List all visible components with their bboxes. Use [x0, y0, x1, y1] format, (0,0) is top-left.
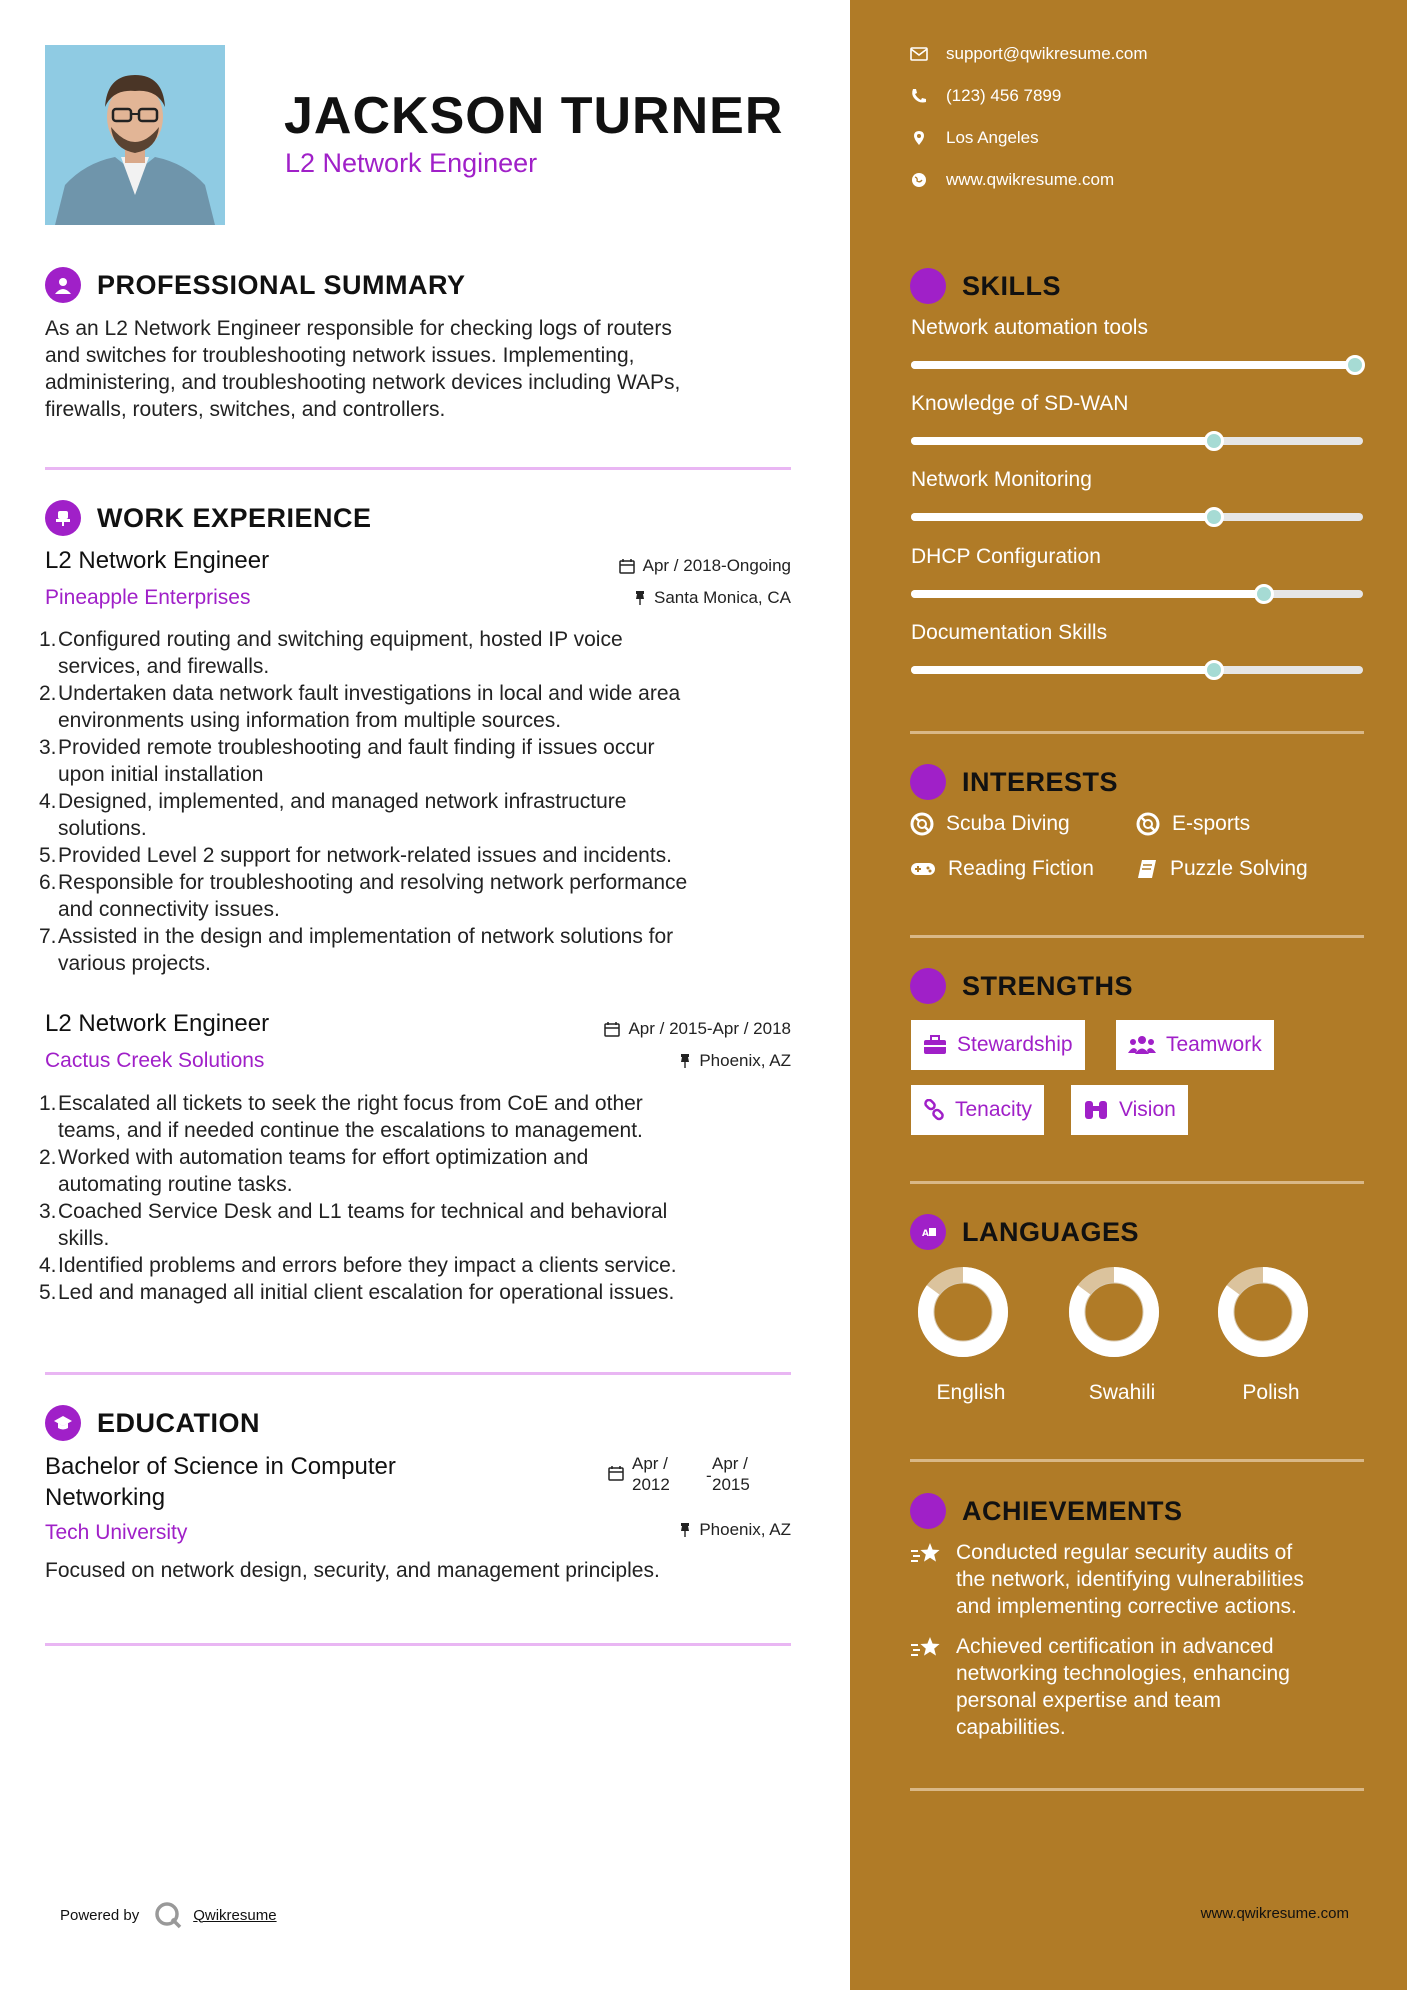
section-divider	[45, 467, 791, 470]
pin-icon	[679, 1053, 691, 1069]
skill-bar-fill	[911, 590, 1264, 598]
job-dates-text: Apr / 2015-Apr / 2018	[628, 1019, 791, 1038]
strengths-title: STRENGTHS	[962, 970, 1134, 1001]
interests-heading	[910, 764, 1118, 800]
powered-by	[60, 1900, 277, 1930]
summary-text	[45, 315, 805, 423]
summary-title: PROFESSIONAL SUMMARY	[97, 269, 466, 300]
skill-bar-knob	[1254, 584, 1274, 604]
interest-item	[910, 812, 1070, 836]
languages-heading	[910, 1214, 1139, 1250]
strength-label: Tenacity	[955, 1098, 1033, 1121]
contact-phone	[910, 86, 1061, 106]
profile-photo	[45, 45, 225, 225]
list-item: 2. Worked with automation teams for effort optimization and automating routine tasks.	[39, 1146, 589, 1196]
strength-label: Teamwork	[1166, 1033, 1262, 1056]
skill-bar	[911, 513, 1363, 521]
education-location	[679, 1520, 791, 1540]
user-icon	[45, 267, 81, 303]
job-location	[634, 588, 791, 608]
phone-icon	[910, 88, 928, 104]
interest-item	[1136, 812, 1250, 836]
summary-line: firewalls, routers, switches, and controllers.	[45, 398, 446, 421]
experience-title: WORK EXPERIENCE	[97, 502, 372, 533]
skill-bar	[911, 437, 1363, 445]
skill-bar	[911, 666, 1363, 674]
paper-plane-icon	[910, 764, 946, 800]
education-description: Focused on network design, security, and management principles.	[45, 1559, 660, 1582]
skill-label: Network automation tools	[911, 316, 1148, 339]
degree-line: Networking	[45, 1484, 166, 1511]
contact-location-text: Los Angeles	[946, 128, 1039, 147]
job-company: Cactus Creek Solutions	[45, 1049, 265, 1072]
list-item: 1. Escalated all tickets to seek the right focus from CoE and other teams, and if needed continue the escalations to management.	[39, 1092, 643, 1142]
skill-bar-knob	[1204, 431, 1224, 451]
strength-label: Stewardship	[957, 1033, 1073, 1056]
candidate-role: L2 Network Engineer	[285, 148, 538, 178]
contact-website-text[interactable]: www.qwikresume.com	[946, 170, 1115, 189]
qwikresume-logo-icon	[153, 1900, 183, 1930]
candidate-name: JACKSON TURNER	[284, 87, 784, 145]
language-ring	[917, 1266, 1009, 1358]
job-location-text: Phoenix, AZ	[699, 1051, 791, 1070]
language-label: Polish	[1242, 1381, 1300, 1404]
strength-label: Vision	[1119, 1098, 1176, 1121]
list-item: 6. Responsible for troubleshooting and resolving network performance and connectivity issues.	[39, 871, 688, 921]
interest-label: Puzzle Solving	[1170, 857, 1308, 880]
binoculars-icon	[1083, 1099, 1109, 1121]
envelope-icon	[910, 47, 928, 61]
education-start: Apr / 2012	[632, 1454, 670, 1494]
degree-title	[45, 1451, 396, 1513]
language-ring-inner-edge	[1234, 1283, 1292, 1341]
contact-email	[910, 44, 1148, 64]
interests-title: INTERESTS	[962, 766, 1119, 797]
map-marker-icon	[910, 130, 928, 146]
users-icon	[1128, 1035, 1156, 1055]
job-location-text: Santa Monica, CA	[653, 588, 791, 607]
lifebuoy-icon	[910, 812, 934, 836]
skill-label: Network Monitoring	[911, 468, 1092, 491]
interest-label: E-sports	[1172, 812, 1251, 835]
star-badge-icon	[910, 1493, 946, 1529]
achievement-item	[910, 1539, 1304, 1620]
footer-website[interactable]: www.qwikresume.com	[1200, 1905, 1349, 1922]
list-item: 7. Assisted in the design and implementation of network solutions for various projects.	[39, 925, 674, 975]
language-ring	[1068, 1266, 1160, 1358]
lifebuoy-icon	[1136, 812, 1160, 836]
contact-website	[910, 170, 1114, 190]
language-label: English	[936, 1381, 1006, 1404]
section-divider	[45, 1372, 791, 1375]
education-location-text: Phoenix, AZ	[699, 1520, 791, 1539]
interest-label: Reading Fiction	[948, 857, 1094, 880]
svg-text:A: A	[922, 1229, 930, 1239]
skill-bar-knob	[1204, 660, 1224, 680]
skill-bar-fill	[911, 437, 1214, 445]
fist-icon	[910, 968, 946, 1004]
experience-heading	[45, 500, 372, 536]
strength-chip	[1071, 1085, 1188, 1135]
briefcase-chair-icon	[45, 500, 81, 536]
gamepad-icon	[910, 859, 936, 879]
interest-label: Scuba Diving	[946, 812, 1070, 835]
powered-by-label: Powered by	[60, 1906, 140, 1924]
education-date-separator: -	[706, 1466, 712, 1485]
qwikresume-link[interactable]: Qwikresume	[193, 1906, 277, 1924]
skill-label: Documentation Skills	[911, 621, 1108, 644]
list-item: 1. Configured routing and switching equipment, hosted IP voice services, and firewalls.	[39, 628, 623, 678]
sidebar-divider	[910, 1788, 1364, 1791]
strength-chip	[1116, 1020, 1274, 1070]
education-dates	[608, 1453, 750, 1495]
interest-item	[1136, 857, 1308, 881]
degree-line: Bachelor of Science in Computer	[45, 1453, 396, 1480]
list-item: 4. Designed, implemented, and managed network infrastructure solutions.	[39, 790, 627, 840]
calendar-icon	[604, 1021, 620, 1037]
language-ring-inner-edge	[934, 1283, 992, 1341]
strength-chip	[911, 1085, 1044, 1135]
achievement-text: Achieved certification in advanced networking technologies, enhancing personal expertise and team capabilities.	[956, 1635, 1290, 1739]
lightbulb-icon	[910, 268, 946, 304]
sidebar-divider	[910, 1181, 1364, 1184]
skill-bar	[911, 361, 1363, 369]
summary-heading	[45, 267, 466, 303]
link-icon	[923, 1099, 945, 1121]
skill-bar-knob	[1345, 355, 1365, 375]
summary-line: and switches for troubleshooting network issues. Implementing,	[45, 344, 635, 367]
achievements-title: ACHIEVEMENTS	[962, 1495, 1183, 1526]
list-item: 3. Coached Service Desk and L1 teams for technical and behavioral skills.	[39, 1200, 668, 1250]
job-location	[679, 1051, 791, 1071]
job-company: Pineapple Enterprises	[45, 586, 251, 609]
pin-icon	[679, 1522, 691, 1538]
calendar-icon	[619, 558, 635, 574]
contact-phone-text[interactable]: (123) 456 7899	[946, 86, 1062, 105]
education-heading	[45, 1405, 260, 1441]
job-duties-list	[39, 626, 819, 977]
list-item: 2. Undertaken data network fault investigations in local and wide area environments using information from multiple sources.	[39, 682, 681, 732]
book-icon	[1136, 858, 1158, 880]
contact-location	[910, 128, 1039, 148]
interest-item	[910, 857, 1094, 881]
job-duties-list	[39, 1090, 819, 1306]
skill-bar-fill	[911, 513, 1214, 521]
language-label: Swahili	[1088, 1381, 1156, 1404]
skill-label: DHCP Configuration	[911, 545, 1101, 568]
skill-bar-fill	[911, 361, 1363, 369]
achievement-text: Conducted regular security audits of the network, identifying vulnerabilities and implementing corrective actions.	[956, 1541, 1304, 1618]
school-name: Tech University	[45, 1521, 188, 1544]
translate-icon	[910, 1214, 946, 1250]
pin-icon	[634, 590, 646, 606]
job-title: L2 Network Engineer	[45, 1010, 270, 1037]
contact-email-text[interactable]: support@qwikresume.com	[946, 44, 1148, 63]
list-item: 4. Identified problems and errors before they impact a clients service.	[39, 1254, 677, 1277]
briefcase-icon	[923, 1035, 947, 1055]
list-item: 5. Led and managed all initial client escalation for operational issues.	[39, 1281, 675, 1304]
summary-line: administering, and troubleshooting network devices including WAPs,	[45, 371, 681, 394]
sidebar-divider	[910, 1459, 1364, 1462]
skill-label: Knowledge of SD-WAN	[911, 392, 1129, 415]
skills-heading	[910, 268, 1061, 304]
job-dates	[604, 1019, 791, 1039]
summary-line: As an L2 Network Engineer responsible for checking logs of routers	[45, 317, 672, 340]
graduation-cap-icon	[45, 1405, 81, 1441]
sidebar-divider	[910, 935, 1364, 938]
language-ring	[1217, 1266, 1309, 1358]
achievement-item	[910, 1633, 1290, 1741]
skill-bar	[911, 590, 1363, 598]
education-end: Apr / 2015	[712, 1454, 750, 1494]
strengths-heading	[910, 968, 1133, 1004]
globe-icon	[910, 172, 928, 188]
list-item: 3. Provided remote troubleshooting and fault finding if issues occur upon initial installation	[39, 736, 655, 786]
education-title: EDUCATION	[97, 1407, 260, 1438]
sidebar-divider	[910, 731, 1364, 734]
achievements-heading	[910, 1493, 1183, 1529]
shooting-star-icon	[910, 1635, 942, 1661]
skill-bar-knob	[1204, 507, 1224, 527]
strength-chip	[911, 1020, 1085, 1070]
language-ring-inner-edge	[1085, 1283, 1143, 1341]
job-dates	[619, 556, 791, 576]
skills-title: SKILLS	[962, 270, 1062, 301]
shooting-star-icon	[910, 1541, 942, 1567]
calendar-icon	[608, 1465, 624, 1481]
job-dates-text: Apr / 2018-Ongoing	[642, 556, 791, 575]
skill-bar-fill	[911, 666, 1214, 674]
job-title: L2 Network Engineer	[45, 547, 270, 574]
section-divider	[45, 1643, 791, 1646]
list-item: 5. Provided Level 2 support for network-related issues and incidents.	[39, 844, 673, 867]
languages-title: LANGUAGES	[962, 1216, 1140, 1247]
